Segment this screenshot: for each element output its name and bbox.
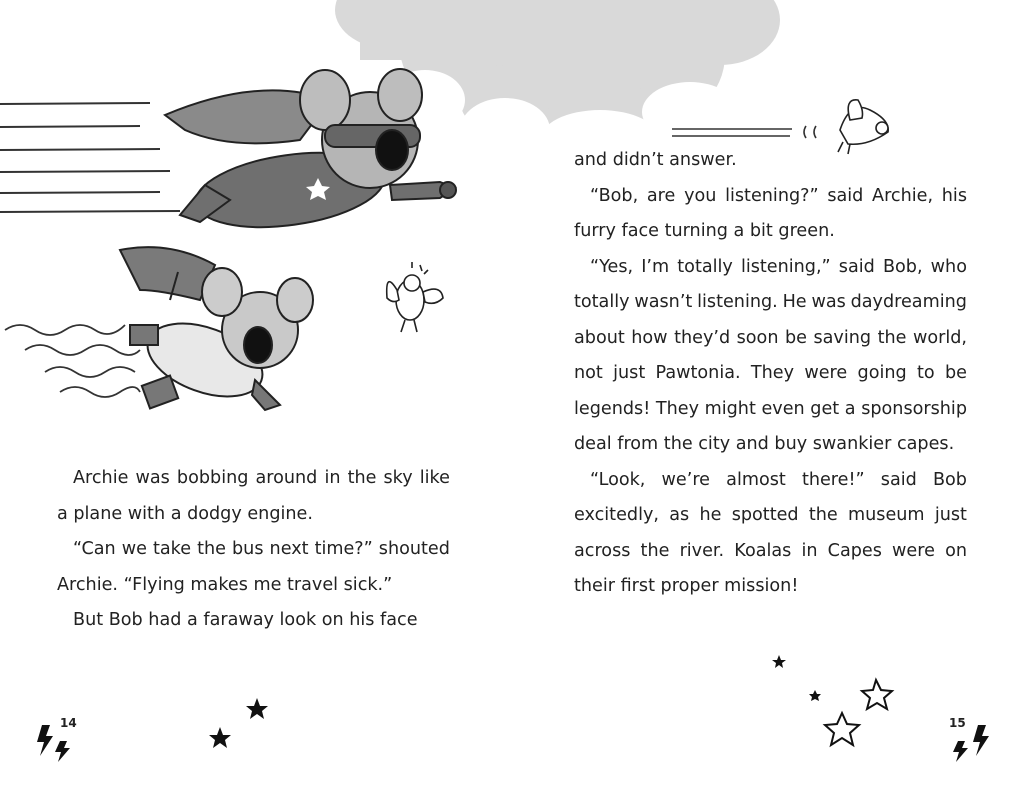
text-line: not just Pawtonia. They were going to be: [574, 363, 967, 383]
pigeon-icon: [387, 262, 443, 332]
wavy-lines-icon: [5, 325, 140, 397]
text-line: legends! They might even get a sponsorship: [574, 398, 967, 419]
text-line: deal from the city and buy swankier capes.: [574, 434, 955, 454]
star-right-icon: [772, 655, 892, 745]
text-line: their first proper mission!: [574, 576, 799, 596]
text-line: But Bob had a faraway look on his face: [73, 610, 418, 630]
text-line: a plane with a dodgy engine.: [57, 503, 313, 524]
star-icon: [209, 698, 268, 748]
speed-lines-icon: [0, 103, 180, 212]
text-line: excitedly, as he spotted the museum just: [574, 505, 967, 525]
koala-hero-archie-icon: [120, 247, 313, 410]
text-line: furry face turning a bit green.: [574, 221, 835, 241]
text-line: about how they’d soon be saving the world,: [574, 327, 967, 348]
text-line: totally wasn’t listening. He was daydreaming: [574, 292, 967, 312]
text-line: “Look, we’re almost there!” said Bob: [590, 469, 967, 490]
text-line: and didn’t answer.: [574, 150, 737, 170]
text-line: across the river. Koalas in Capes were on: [574, 540, 967, 561]
right-page-text: [574, 143, 967, 605]
left-page-text: [57, 461, 450, 639]
lightning-bolt-right-icon: [953, 725, 989, 762]
text-line: “Can we take the bus next time?” shouted: [73, 539, 450, 559]
page-number-left: 14: [60, 716, 77, 730]
text-line: Archie. “Flying makes me travel sick.”: [57, 574, 393, 595]
page-number-right: 15: [949, 716, 966, 730]
lightning-bolt-left-icon: [37, 725, 70, 762]
text-line: “Yes, I’m totally listening,” said Bob, who: [590, 256, 967, 277]
text-line: “Bob, are you listening?” said Archie, his: [590, 185, 967, 206]
koala-hero-bob-icon: [165, 69, 456, 238]
text-line: Archie was bobbing around in the sky like: [73, 468, 450, 488]
